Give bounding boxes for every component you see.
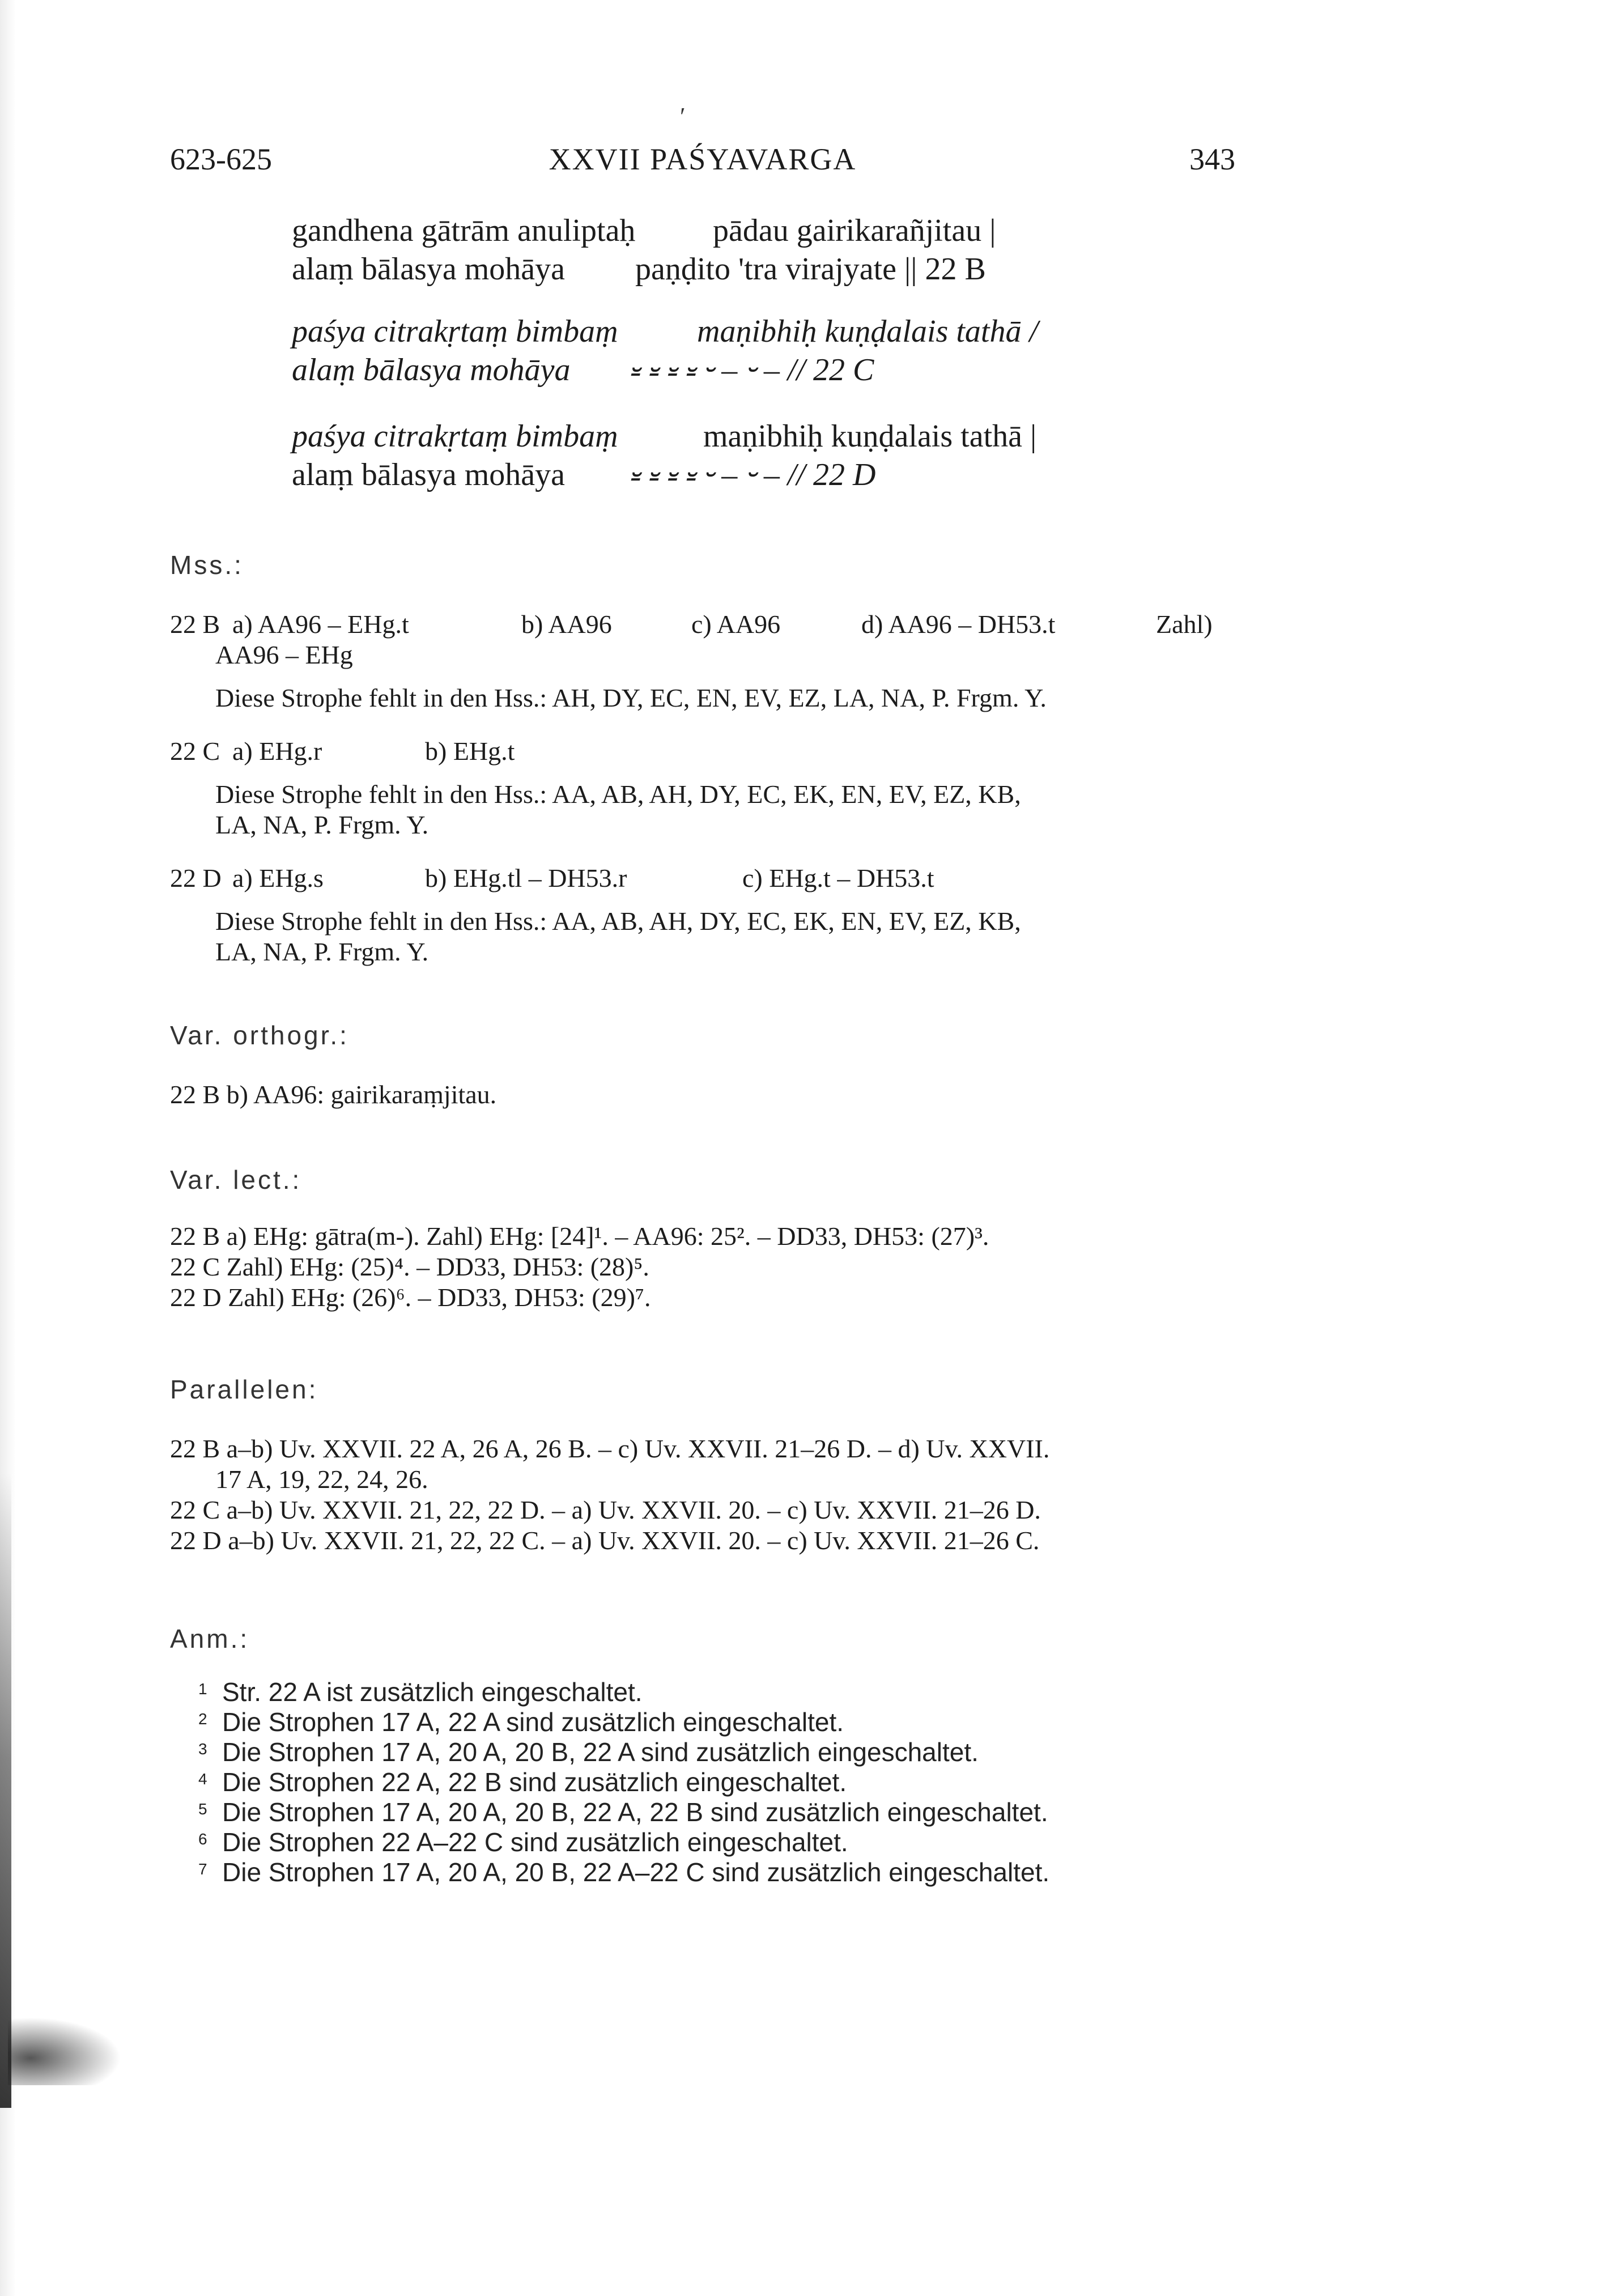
section-label-anm: Anm.: xyxy=(170,1624,250,1653)
footnote xyxy=(198,1797,1049,1827)
footnote-text: Str. 22 A ist zusätzlich eingeschaltet. xyxy=(222,1677,643,1707)
var-lect-apparatus xyxy=(170,1221,1235,1313)
mss-entry-22c xyxy=(170,736,1235,767)
footnote xyxy=(198,1677,1049,1707)
parallelen-apparatus xyxy=(170,1434,1235,1556)
verse-pada: paśya citrakṛtaṃ bimbaṃ xyxy=(292,314,618,349)
mss-apparatus xyxy=(170,609,1235,967)
footnote-text: Die Strophen 22 A, 22 B sind zusätzlich eingeschaltet. xyxy=(222,1767,847,1797)
verse-pada: paṇḍito 'tra virajyate || 22 B xyxy=(635,252,986,287)
verse-pada: alaṃ bālasya mohāya xyxy=(292,252,566,287)
section-label-mss: Mss.: xyxy=(170,550,244,580)
footnote-number: 1 xyxy=(198,1680,207,1698)
footnote-text: Die Strophen 17 A, 20 A, 20 B, 22 A, 22 B sind zusätzlich eingeschaltet. xyxy=(222,1797,1048,1827)
footnote-number: 5 xyxy=(198,1800,207,1818)
footnote xyxy=(198,1737,1049,1767)
apparatus-line: 22 D Zahl) EHg: (26)⁶. – DD33, DH53: (29)⁷. xyxy=(170,1283,651,1312)
entry-reading: b) EHg.tl – DH53.r xyxy=(425,864,627,892)
verse-pada: alaṃ bālasya mohāya xyxy=(292,352,571,388)
apparatus-line: 22 D a–b) Uv. XXVII. 21, 22, 22 C. – a) Uv. XXVII. 20. – c) Uv. XXVII. 21–26 C. xyxy=(170,1526,1040,1555)
entry-note: LA, NA, P. Frgm. Y. xyxy=(215,810,429,839)
apparatus-line: 22 B b) AA96: gairikaraṃjitau. xyxy=(170,1080,497,1109)
footnote xyxy=(198,1827,1049,1857)
entry-reading: c) AA96 xyxy=(691,610,781,639)
entry-reading: c) EHg.t – DH53.t xyxy=(742,864,934,892)
entry-reading: b) EHg.t xyxy=(425,737,515,766)
entry-reading: b) AA96 xyxy=(521,610,612,639)
apparatus-line: 22 C Zahl) EHg: (25)⁴. – DD33, DH53: (28)⁵. xyxy=(170,1252,649,1281)
entry-reading: Zahl) xyxy=(1156,610,1213,639)
footnotes xyxy=(198,1677,1049,1887)
scan-edge-shadow xyxy=(0,1473,11,2108)
footnote xyxy=(198,1707,1049,1737)
mss-entry-22d xyxy=(170,863,1235,894)
footnote-number: 6 xyxy=(198,1830,207,1848)
entry-reading: d) AA96 – DH53.t xyxy=(861,610,1056,639)
section-label-var-orthogr: Var. orthogr.: xyxy=(170,1021,349,1050)
apparatus-line: 22 C a–b) Uv. XXVII. 21, 22, 22 D. – a) Uv. XXVII. 20. – c) Uv. XXVII. 21–26 D. xyxy=(170,1495,1041,1524)
header-page-number: 343 xyxy=(1189,142,1235,176)
entry-reading: a) AA96 – EHg.t xyxy=(232,610,409,639)
entry-id: 22 C xyxy=(170,737,220,766)
footnote-number: 2 xyxy=(198,1710,207,1728)
verse-pada: pādau gairikarañjitau | xyxy=(713,213,996,248)
footnote-text: Die Strophen 17 A, 20 A, 20 B, 22 A–22 C sind zusätzlich eingeschaltet. xyxy=(222,1857,1050,1887)
mss-entry-22b xyxy=(170,609,1235,640)
apparatus-line: 22 B a–b) Uv. XXVII. 22 A, 26 A, 26 B. – c) Uv. XXVII. 21–26 D. – d) Uv. XXVII. xyxy=(170,1434,1050,1463)
entry-note: Diese Strophe fehlt in den Hss.: AH, DY, EC, EN, EV, EZ, LA, NA, P. Frgm. Y. xyxy=(215,683,1047,712)
entry-continuation: AA96 – EHg xyxy=(215,640,353,669)
footnote-number: 4 xyxy=(198,1770,207,1788)
header-verse-range: 623-625 xyxy=(170,142,272,176)
footnote-number: 3 xyxy=(198,1740,207,1758)
entry-id: 22 B xyxy=(170,610,220,639)
entry-id: 22 D xyxy=(170,864,222,892)
footnote-text: Die Strophen 17 A, 20 A, 20 B, 22 A sind zusätzlich eingeschaltet. xyxy=(222,1737,979,1767)
section-label-var-lect: Var. lect.: xyxy=(170,1165,302,1194)
footnote-text: Die Strophen 22 A–22 C sind zusätzlich eingeschaltet. xyxy=(222,1827,848,1857)
meter-scheme: ⏓ ⏓ ⏓ ⏓ ⏑ – ⏑ – // 22 C xyxy=(629,352,874,388)
entry-note: LA, NA, P. Frgm. Y. xyxy=(215,937,429,966)
entry-note: Diese Strophe fehlt in den Hss.: AA, AB, AH, DY, EC, EK, EN, EV, EZ, KB, xyxy=(215,907,1021,936)
verse-pada: maṇibhiḥ kuṇḍalais tathā | xyxy=(703,419,1037,454)
meter-scheme: ⏓ ⏓ ⏓ ⏓ ⏑ – ⏑ – // 22 D xyxy=(629,457,876,492)
footnote xyxy=(198,1767,1049,1797)
footnote xyxy=(198,1857,1049,1887)
entry-reading: a) EHg.s xyxy=(232,864,324,892)
verse-pada: paśya citrakṛtaṃ bimbaṃ xyxy=(292,419,618,454)
apparatus-continuation: 17 A, 19, 22, 24, 26. xyxy=(215,1465,428,1494)
footnote-text: Die Strophen 17 A, 22 A sind zusätzlich eingeschaltet. xyxy=(222,1707,844,1737)
running-header xyxy=(170,142,1235,181)
entry-reading: a) EHg.r xyxy=(232,737,322,766)
verse-pada: gandhena gātrām anuliptaḥ xyxy=(292,213,636,248)
footnote-number: 7 xyxy=(198,1860,207,1878)
apparatus-line: 22 B a) EHg: gātra(m-). Zahl) EHg: [24]¹. – AA96: 25². – DD33, DH53: (27)³. xyxy=(170,1222,989,1251)
verse-pada: alaṃ bālasya mohāya xyxy=(292,457,566,492)
verse-pada: maṇibhiḥ kuṇḍalais tathā / xyxy=(697,314,1038,349)
entry-note: Diese Strophe fehlt in den Hss.: AA, AB, AH, DY, EC, EK, EN, EV, EZ, KB, xyxy=(215,780,1021,809)
var-orthogr-apparatus xyxy=(170,1079,1235,1110)
header-chapter-title: XXVII PAŚYAVARGA xyxy=(549,142,857,176)
scan-corner-smudge xyxy=(8,2017,121,2085)
stray-mark: ʹ xyxy=(680,103,686,130)
section-label-parallelen: Parallelen: xyxy=(170,1375,318,1404)
